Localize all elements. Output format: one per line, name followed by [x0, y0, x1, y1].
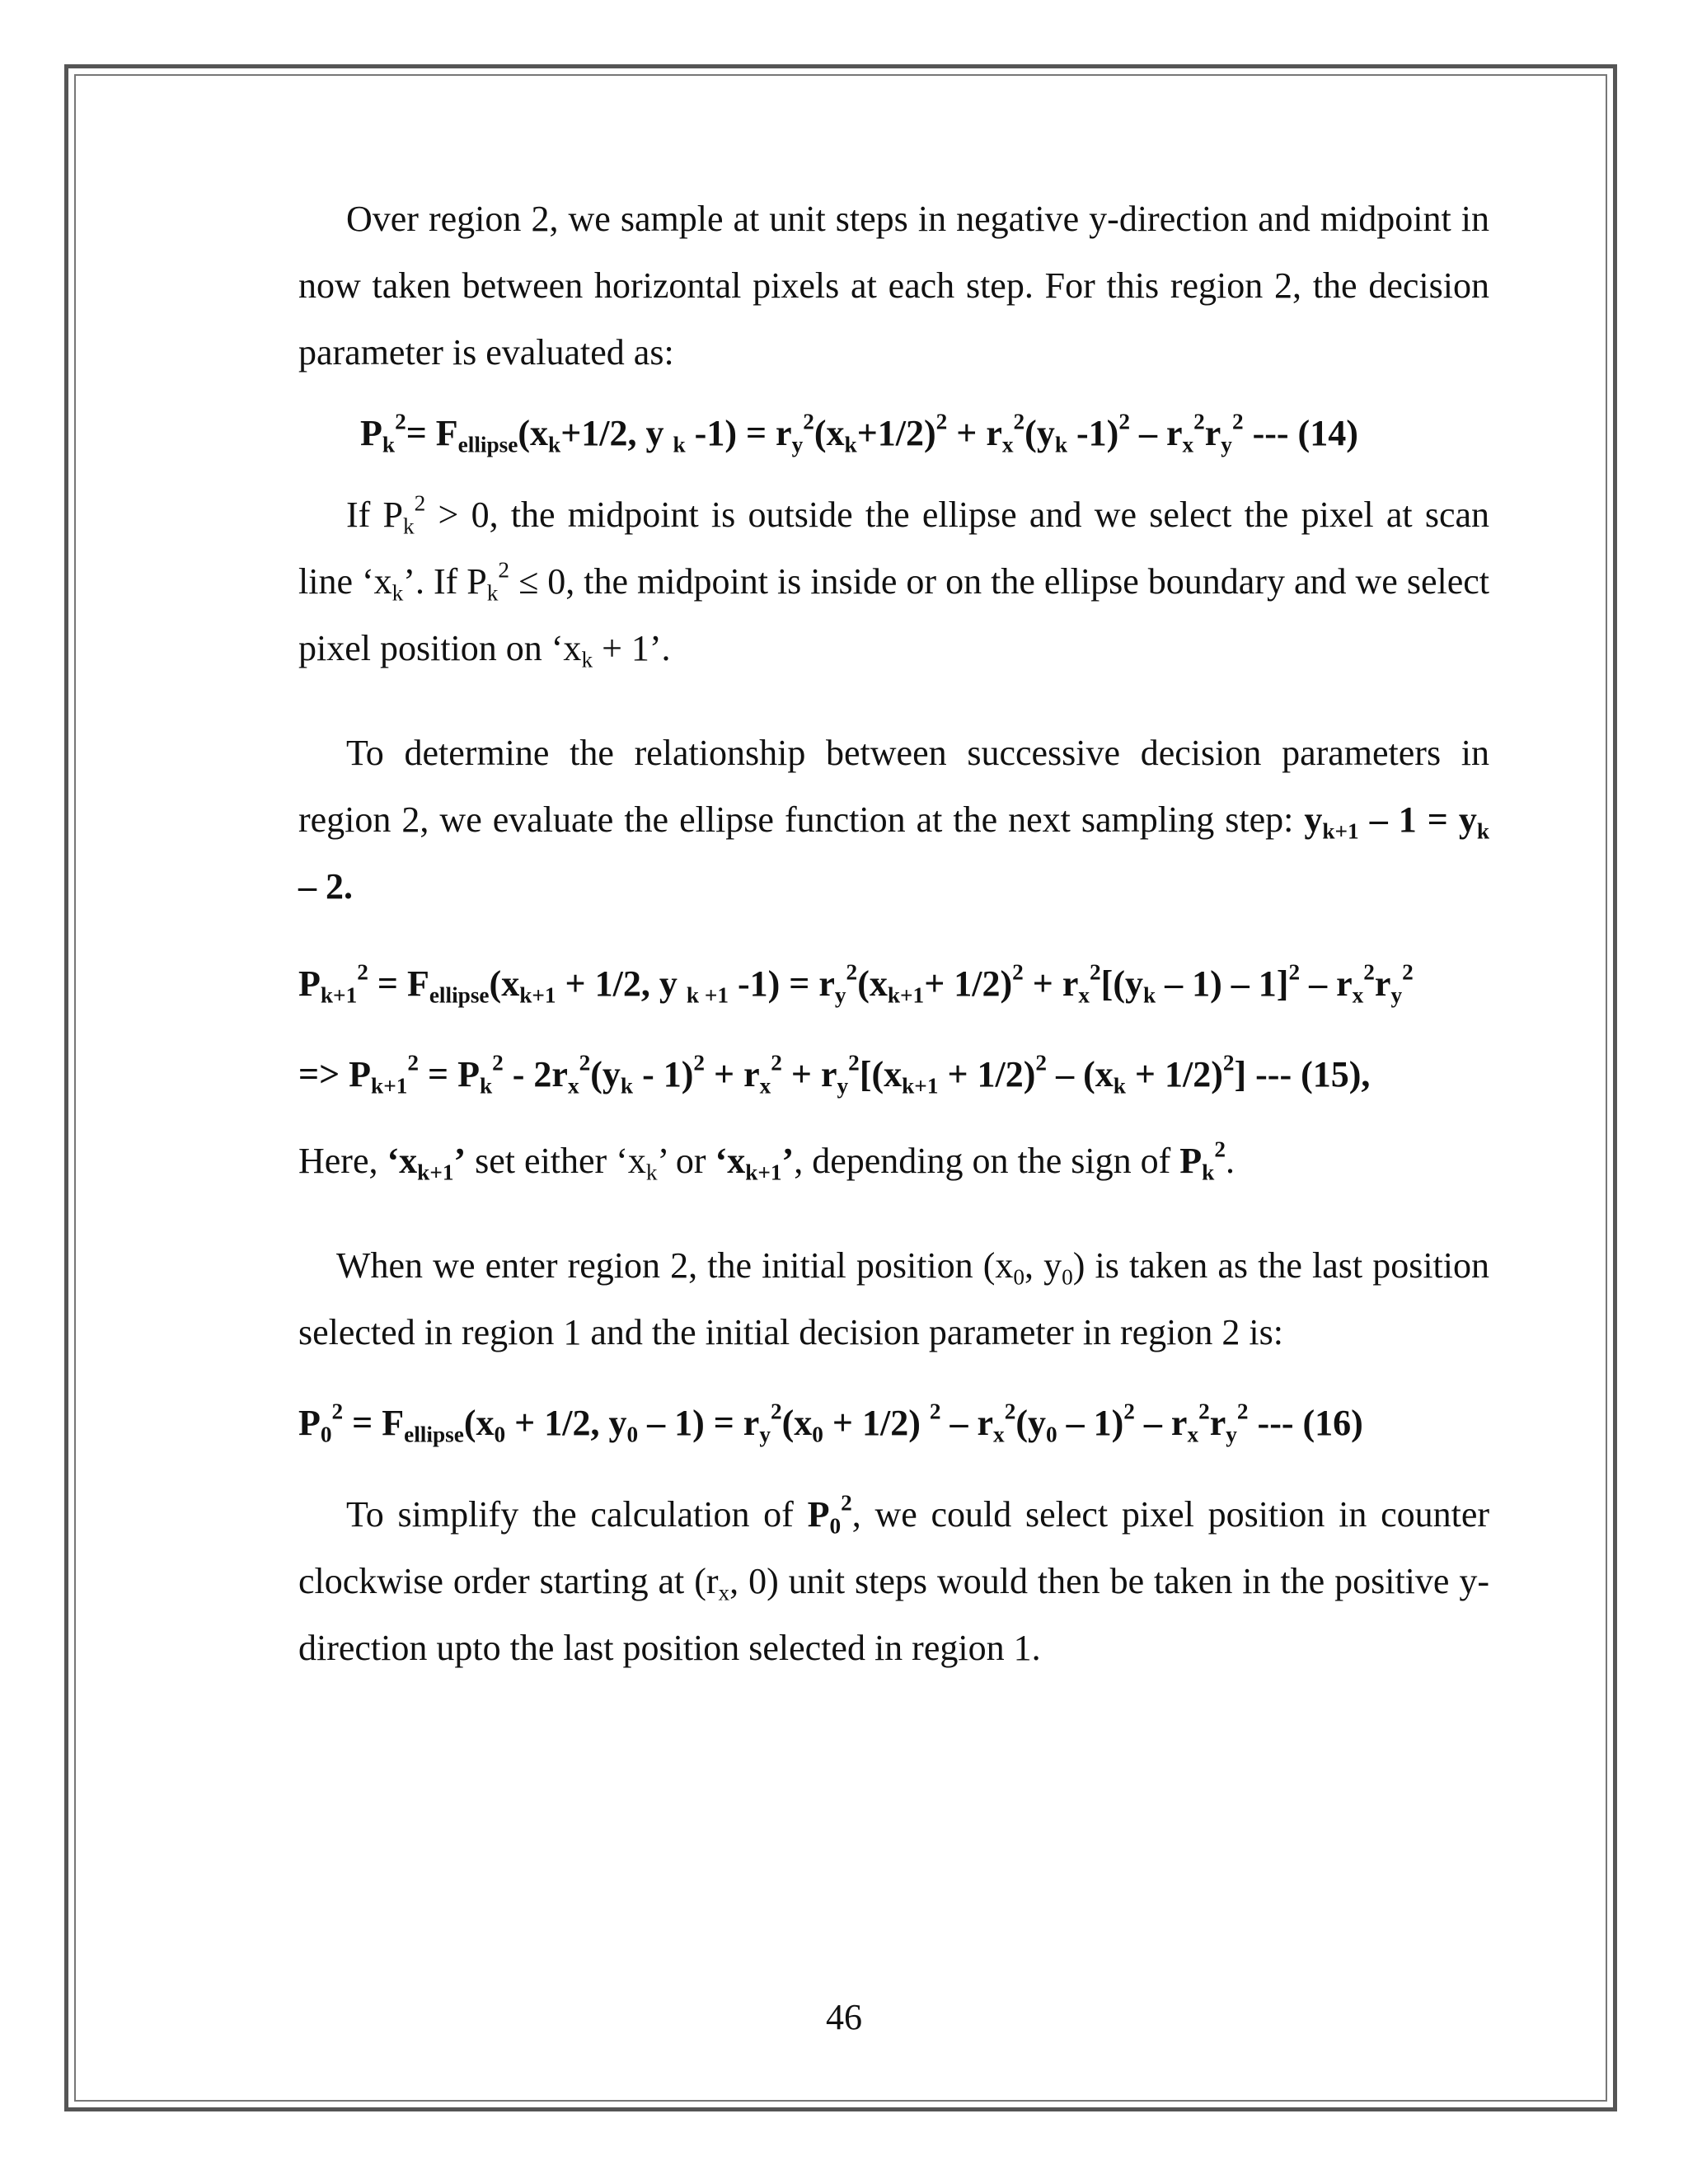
paragraph-initial-position: When we enter region 2, the initial position ($x_0$, $y_0$) is taken as the last position selected in region 1 and the initial decision parameter in region 2 is:	[298, 1245, 1490, 1352]
page-content	[298, 185, 1489, 1681]
equation-pk1-expansion: $P_{k+1}^2 = F_{ellipse}(x_{k+1} + 1/2$, y $_{k +1}$ $-1) = r_y^2(x_{k+1}+ 1/2)^2 + r_x^2[(y_k - 1) - 1]^2 - r_x^2r_y^2$	[298, 959, 1414, 1008]
equation-14: $P_k^2= F_{ellipse}(x_k+1/2$, y $_k$ $-1) = r_y^2(x_k+1/2)^2 + r_x^2(y_k$ $-1)^2 - r_x^2r_y^2$ --- (14)	[360, 409, 1358, 457]
paragraph-successive-parameters: To determine the relationship between successive decision parameters in region 2, we evaluate the ellipse function at the next sampling step: $y_{k+1} - 1 = y_k - 2$.	[298, 733, 1489, 907]
paragraph-simplify: To simplify the calculation of $P_0^2$, we could select pixel position in counter clockwise order starting at ($r_x$, 0) unit steps would then be taken in the positive y-direction upto the last position selected in region 1.	[298, 1490, 1490, 1668]
paragraph-here-note: Here, ‘$x_{k+1}$’ set either ‘$x_k$’ or ‘$x_{k+1}$’, depending on the sign of $P_k^2$.	[298, 1137, 1235, 1185]
equation-15: => $P_{k+1}^2 = P_k^2 - 2r_x^2(y_k - 1)^2 + r_x^2 + r_y^2[(x_{k+1} + 1/2)^2 - (x_k + 1/2)^2]$ --- (15),	[298, 1050, 1371, 1099]
paragraph-region2-intro: Over region 2, we sample at unit steps in negative y-direction and midpoint in now taken between horizontal pixels at each step. For this region 2, the decision parameter is evaluated as:	[298, 199, 1489, 373]
page-number: 46	[826, 1997, 862, 2037]
paragraph-decision-rule: If $P_k^2 > 0$, the midpoint is outside the ellipse and we select the pixel at scan line ‘$x_k$’. If $P_k^2 \le 0$, the midpoint is inside or on the ellipse boundary and we select pixel position on ‘$x_k + 1$’.	[298, 490, 1489, 673]
equation-16: $P_0^2 = F_{ellipse}(x_0 + 1/2$, $y_0 - 1) = r_y^2(x_0 + 1/2)$ $^2 - r_x^2(y_0 - 1)^2 - r_x^2r_y^2$ --- (16)	[298, 1399, 1363, 1447]
